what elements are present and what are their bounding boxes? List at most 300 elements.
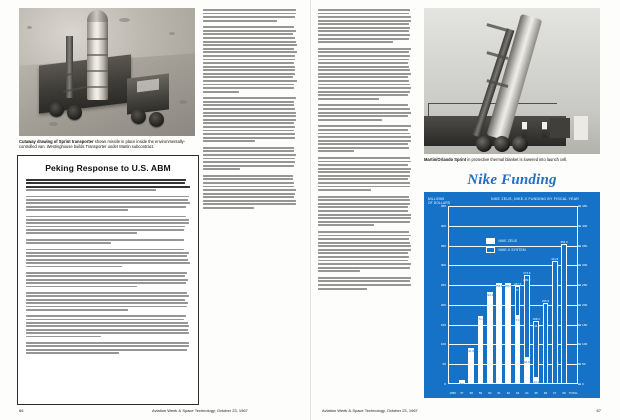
x-tick-label: 57 (460, 391, 464, 395)
y-tick-label-right: 300 (582, 263, 588, 268)
text-line (318, 252, 409, 254)
paragraph-gap (318, 291, 412, 294)
text-line (318, 235, 412, 237)
bar-value-label-zeus: 232.2 (486, 293, 494, 298)
y-tick-label: 50 (442, 362, 446, 367)
text-line (203, 55, 295, 57)
bar-segment-zeus (468, 348, 474, 384)
text-line (318, 249, 411, 251)
x-tick-label: 59 (478, 391, 483, 395)
text-line (26, 329, 188, 331)
paragraph-gap (26, 356, 190, 359)
text-line (318, 161, 411, 163)
bar-value-label-nikex: 76.7 (514, 288, 521, 293)
text-line (203, 13, 296, 15)
text-line (318, 62, 409, 64)
text-line (203, 20, 277, 22)
bar-total-label: 247.7 (513, 281, 522, 286)
text-line (318, 150, 355, 152)
text-line (318, 59, 409, 61)
illustration-caption (19, 139, 195, 149)
bar-group (532, 206, 541, 384)
text-line (318, 48, 412, 50)
sidebar-headline: Peking Response to U.S. ABM (45, 163, 171, 173)
text-line (203, 66, 295, 68)
text-line (26, 252, 189, 254)
chart-bars (448, 206, 578, 389)
text-line (203, 175, 293, 177)
text-line (318, 51, 409, 53)
y-tick-label: 350 (440, 243, 446, 248)
text-line (26, 349, 187, 351)
text-line (318, 98, 379, 100)
text-line (318, 133, 410, 135)
legend-entry-zeus (486, 238, 526, 244)
bar-group (513, 206, 522, 384)
bar-value-label-nikex: 209.7 (523, 277, 531, 282)
text-line (318, 125, 411, 127)
text-line (26, 309, 128, 311)
right-page-number: 67 (596, 408, 601, 413)
y-axis-label-line1: MILLIONS (428, 197, 445, 201)
text-line (318, 80, 409, 82)
text-line (203, 9, 296, 11)
text-line (318, 168, 411, 170)
text-line (318, 66, 410, 68)
text-line (318, 87, 411, 89)
bar-total-label: 353.3 (560, 240, 568, 245)
text-line (26, 279, 188, 281)
text-line (203, 186, 294, 188)
bar-segment-nikex (524, 275, 530, 358)
bar-segment-zeus (478, 316, 484, 384)
bar-segment-nikex (543, 303, 549, 384)
text-line (203, 51, 297, 53)
text-line (318, 108, 411, 110)
bar (560, 240, 568, 384)
article-column-middle (203, 9, 297, 214)
text-line (26, 292, 187, 294)
text-line (318, 182, 410, 184)
text-line (318, 20, 411, 22)
bar (487, 292, 493, 384)
text-line (318, 91, 410, 93)
text-line (26, 199, 188, 201)
text-line (26, 352, 119, 354)
sprint-launch-cell-photo (424, 8, 600, 154)
text-line (318, 186, 410, 188)
y-tick-label: 150 (440, 322, 446, 327)
bar-value-label-zeus: 91.8 (468, 348, 475, 353)
missile-nose (87, 10, 108, 22)
bar-group (569, 206, 578, 384)
text-line (318, 129, 409, 131)
bar-group (467, 206, 476, 384)
bar-segment-zeus (487, 292, 493, 384)
text-line (26, 239, 184, 241)
text-line (26, 189, 156, 191)
text-line (318, 196, 409, 198)
bar (532, 317, 540, 384)
bar (459, 380, 465, 384)
bar (468, 348, 474, 384)
text-line (26, 262, 190, 264)
text-line (318, 256, 410, 258)
bar-segment-zeus (496, 283, 502, 384)
text-line (318, 41, 393, 43)
nike-funding-heading: Nike Funding (467, 172, 557, 188)
bar-value-label-zeus: 171.4 (476, 317, 485, 322)
text-line (318, 143, 409, 145)
x-tick-label: 68 (562, 391, 566, 395)
text-line (318, 112, 412, 114)
y-tick-label: 200 (440, 302, 446, 307)
text-line (318, 73, 411, 75)
y-tick-label-right: 50 (582, 362, 586, 367)
y-tick-label-right: 350 (582, 243, 588, 248)
text-line (203, 165, 294, 167)
text-line (26, 186, 190, 188)
y-tick-label-right: 150 (582, 322, 588, 327)
article-column-right (318, 9, 412, 294)
y-tick-label: 250 (440, 283, 446, 288)
x-tick-label: 63 (516, 391, 520, 395)
y-tick-label: 100 (440, 342, 446, 347)
text-line (318, 199, 410, 201)
text-line (318, 245, 412, 247)
peking-response-sidebar (17, 155, 199, 405)
bar (523, 271, 531, 384)
text-line (26, 342, 189, 344)
text-line (203, 115, 296, 117)
legend-label-nikex: NIKE-X SYSTEM (498, 248, 526, 252)
text-line (318, 76, 408, 78)
text-line (318, 284, 412, 286)
bar-value-label-zeus: 1.6 (450, 384, 455, 389)
y-tick-mark (578, 265, 581, 266)
bar-group (504, 206, 513, 384)
text-line (203, 108, 295, 110)
y-tick-label-right: 250 (582, 283, 588, 288)
bar (505, 283, 511, 384)
bar-group (494, 206, 503, 384)
y-tick-label-right: 0 (582, 382, 584, 386)
y-tick-mark (578, 384, 581, 385)
y-tick-label: 450 (440, 204, 446, 208)
chart-plot-area (440, 204, 588, 389)
bar-segment-zeus (450, 383, 456, 389)
text-line (203, 44, 297, 46)
x-tick-label: 60 (488, 391, 492, 395)
text-line (318, 30, 409, 32)
bar (478, 316, 484, 384)
bar-group (541, 206, 550, 384)
x-tick-label: 67 (553, 391, 557, 395)
text-line (203, 150, 294, 152)
text-line (203, 133, 295, 135)
text-line (318, 206, 408, 208)
x-tick-label: 58 (469, 391, 473, 395)
y-axis-label-line2: OF DOLLARS (428, 201, 451, 205)
text-line (203, 207, 254, 209)
text-line (318, 23, 410, 25)
text-line (318, 84, 410, 86)
text-line (318, 263, 412, 265)
text-line (203, 126, 295, 128)
bar (551, 256, 559, 384)
text-line (26, 229, 184, 231)
text-line (318, 189, 372, 191)
bar-value-label-zeus: 171.0 (513, 317, 522, 322)
text-line (318, 242, 410, 244)
text-line (26, 315, 186, 317)
legend-entry-nikex (486, 247, 526, 253)
x-tick-label: 64 (525, 391, 529, 395)
text-line (203, 69, 295, 71)
y-tick-mark (578, 225, 581, 226)
text-line (318, 224, 374, 226)
text-line (203, 62, 294, 64)
paragraph-gap (203, 211, 297, 214)
text-line (318, 171, 410, 173)
chart-title: NIKE ZEUS, NIKE-X FUNDING BY FISCAL YEAR (490, 197, 580, 201)
text-line (203, 87, 294, 89)
text-line (318, 280, 410, 282)
text-line (203, 178, 293, 180)
chart-y-axis-label (428, 197, 450, 205)
text-line (26, 275, 185, 277)
text-line (318, 214, 411, 216)
bar-group (550, 206, 559, 384)
chart-legend (486, 238, 526, 256)
text-line (318, 175, 411, 177)
text-line (26, 319, 184, 321)
text-line (203, 182, 294, 184)
text-line (203, 33, 293, 35)
y-tick-mark (578, 304, 581, 305)
bar-segment-zeus (533, 378, 539, 384)
text-line (203, 91, 239, 93)
text-line (318, 94, 408, 96)
text-line (26, 219, 189, 221)
chart-x-axis-labels (448, 391, 578, 395)
text-line (203, 59, 295, 61)
text-line (203, 76, 293, 78)
text-line (318, 238, 410, 240)
text-line (203, 30, 296, 32)
bar-segment-zeus (505, 283, 511, 384)
text-line (26, 206, 186, 208)
text-line (203, 97, 296, 99)
bar (450, 383, 456, 389)
text-line (203, 37, 295, 39)
text-line (26, 302, 188, 304)
text-line (203, 158, 295, 160)
text-line (203, 137, 295, 139)
text-line (26, 226, 185, 228)
text-line (203, 189, 296, 191)
bar-segment-nikex (515, 286, 521, 316)
text-line (318, 203, 410, 205)
y-tick-mark (578, 206, 581, 207)
y-tick-mark (578, 324, 581, 325)
text-line (203, 122, 294, 124)
text-line (318, 210, 408, 212)
text-line (203, 140, 255, 142)
text-line (318, 38, 410, 40)
x-tick-label: 1956 (449, 391, 456, 395)
text-line (318, 13, 410, 15)
bar-segment-nikex (561, 244, 567, 384)
bar-total-label: 274.6 (523, 271, 531, 276)
text-line (203, 130, 294, 132)
y-tick-label-right: 450 (582, 204, 588, 208)
bar-segment-zeus (459, 380, 465, 384)
text-line (318, 270, 360, 272)
text-line (318, 221, 411, 223)
text-line (26, 282, 186, 284)
text-line (26, 322, 188, 324)
text-line (318, 119, 382, 121)
bar-segment-nikex (533, 321, 539, 378)
y-tick-label: 0 (444, 382, 446, 386)
bar-group (448, 206, 457, 389)
text-line (203, 101, 294, 103)
bar-segment-zeus (524, 358, 530, 384)
text-line (318, 69, 411, 71)
legend-swatch-nikex (486, 247, 495, 253)
text-line (203, 41, 296, 43)
text-line (318, 136, 411, 138)
text-line (318, 157, 410, 159)
text-line (26, 222, 189, 224)
bar-value-label-nikex: 144.3 (532, 323, 540, 328)
text-line (26, 259, 188, 261)
text-line (26, 325, 189, 327)
y-tick-label-right: 100 (582, 342, 588, 347)
bar-total-label: 205.6 (541, 298, 550, 303)
text-line (318, 217, 412, 219)
text-line (203, 84, 294, 86)
text-line (318, 9, 411, 11)
y-tick-label: 400 (440, 223, 446, 228)
legend-swatch-zeus (486, 238, 495, 244)
text-line (26, 209, 128, 211)
y-tick-label: 300 (440, 263, 446, 268)
text-line (318, 115, 408, 117)
legend-label-zeus: NIKE ZEUS (498, 239, 518, 243)
x-tick-label: 61 (497, 391, 501, 395)
text-line (26, 272, 187, 274)
text-line (203, 168, 240, 170)
bar (496, 283, 502, 384)
right-footer-source: Aviation Week & Space Technology, October 23, 1967 (322, 408, 418, 413)
text-line (26, 332, 189, 334)
text-line (203, 154, 296, 156)
text-line (318, 147, 410, 149)
y-tick-mark (578, 344, 581, 345)
text-line (26, 286, 137, 288)
text-line (203, 26, 294, 28)
text-line (318, 16, 412, 18)
text-line (203, 196, 294, 198)
bar (541, 298, 550, 384)
left-page-number: 66 (19, 408, 24, 413)
text-line (318, 140, 412, 142)
text-line (318, 27, 411, 29)
text-line (203, 16, 295, 18)
x-tick-label: 62 (506, 391, 510, 395)
text-line (26, 202, 190, 204)
bar-value-label-zeus: 256.1 (495, 283, 503, 288)
y-tick-mark (578, 245, 581, 246)
x-tick-label: 65 (534, 391, 538, 395)
y-tick-mark (578, 364, 581, 365)
photo-caption-lead: Martin/Orlando Sprint (424, 157, 467, 162)
left-footer-source: Aviation Week & Space Technology, October 23, 1967 (152, 408, 248, 413)
caption-lead: Cutaway drawing of Sprint transporter (19, 139, 94, 144)
text-line (318, 277, 412, 279)
photo-caption (424, 157, 600, 162)
text-line (318, 231, 410, 233)
sprint-transporter-cutaway-illustration (19, 8, 195, 136)
bar-segment-zeus (515, 316, 521, 384)
bar-value-label-zeus: 64.9 (524, 359, 530, 364)
text-line (318, 260, 409, 262)
text-line (203, 203, 296, 205)
text-line (203, 193, 295, 195)
text-line (26, 216, 186, 218)
text-line (203, 48, 294, 50)
text-line (26, 249, 184, 251)
text-line (26, 196, 189, 198)
text-line (26, 179, 186, 181)
text-line (203, 80, 297, 82)
text-line (318, 34, 411, 36)
y-tick-mark (578, 285, 581, 286)
bar-value-label-zeus: 8.9 (459, 381, 464, 386)
text-line (26, 295, 189, 297)
nike-funding-chart (424, 192, 600, 398)
y-tick-label-right: 400 (582, 223, 588, 228)
bar-group (559, 206, 568, 384)
bar-total-label: 311.6 (551, 256, 559, 261)
text-line (26, 232, 137, 234)
text-line (26, 306, 187, 308)
text-line (318, 164, 409, 166)
caption-rest: shows missile in place inside the environmentally-controlled van. Westinghouse builds Transporter under Martin subcontract. (19, 139, 186, 150)
photo-caption-rest: in protective thermal blanket is lowered into launch cell. (466, 157, 568, 162)
text-line (203, 147, 294, 149)
text-line (203, 200, 296, 202)
bar-total-label: 158.4 (532, 317, 540, 322)
text-line (318, 55, 411, 57)
y-tick-label-right: 200 (582, 302, 588, 307)
text-line (26, 242, 111, 244)
text-line (26, 299, 185, 301)
text-line (318, 288, 368, 290)
text-line (203, 112, 296, 114)
bar-group (476, 206, 485, 384)
text-line (203, 119, 296, 121)
bar-group (485, 206, 494, 384)
text-line (318, 267, 411, 269)
text-line (26, 336, 101, 338)
x-tick-label: TOTAL (568, 391, 578, 395)
bar-group (457, 206, 466, 384)
text-line (26, 182, 185, 184)
text-line (203, 161, 295, 163)
